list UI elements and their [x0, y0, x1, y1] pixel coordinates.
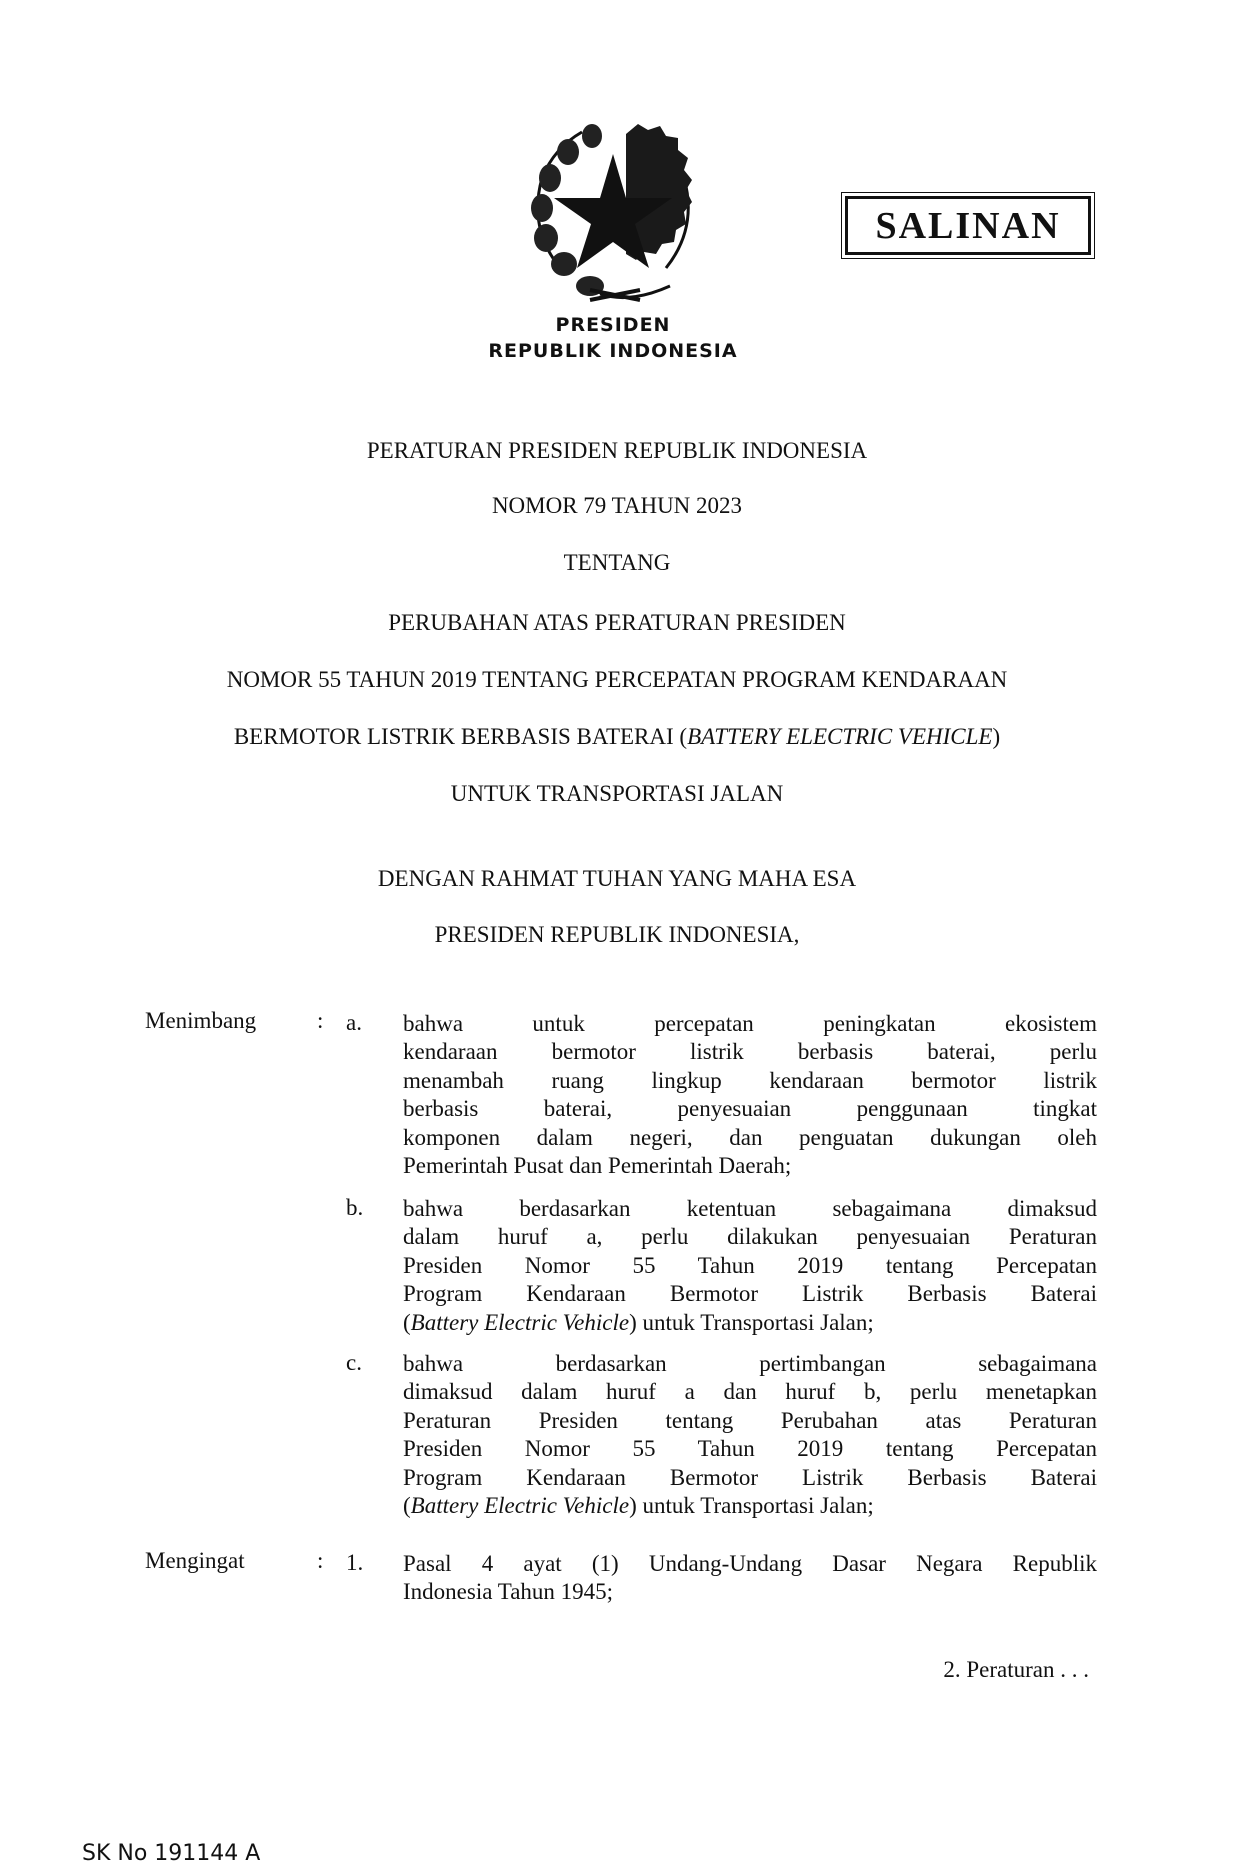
- paragraph-line: dimaksud dalam huruf a dan huruf b, perlu menetapkan: [403, 1379, 1097, 1405]
- paragraph-line: Presiden Nomor 55 Tahun 2019 tentang Percepatan: [403, 1252, 1097, 1278]
- salinan-stamp: SALINAN: [845, 196, 1091, 255]
- paren-open: (: [403, 1493, 411, 1519]
- mengingat-item-1-mark: 1.: [346, 1550, 364, 1575]
- title-line-6-suffix: ): [992, 724, 1001, 749]
- title-line-1: PERATURAN PRESIDEN REPUBLIK INDONESIA: [366, 438, 868, 463]
- paragraph-line: Presiden Nomor 55 Tahun 2019 tentang Percepatan: [403, 1436, 1097, 1462]
- paragraph-line: dalam huruf a, perlu dilakukan penyesuaian Peraturan: [403, 1224, 1097, 1250]
- paragraph-line: komponen dalam negeri, dan penguatan dukungan oleh: [403, 1124, 1097, 1150]
- next-page-catchword: 2. Peraturan . . .: [943, 1657, 1089, 1682]
- title-line-4: PERUBAHAN ATAS PERATURAN PRESIDEN: [388, 610, 846, 635]
- invocation-line-2: PRESIDEN REPUBLIK INDONESIA,: [434, 922, 800, 947]
- mengingat-item-1-text: [403, 1550, 1097, 1607]
- title-line-2: NOMOR 79 TAHUN 2023: [491, 493, 743, 518]
- paragraph-line: berbasis baterai, penyesuaian penggunaan tingkat: [403, 1096, 1097, 1122]
- paragraph-line: Program Kendaraan Bermotor Listrik Berbasis Baterai: [403, 1281, 1097, 1307]
- italic-term: Battery Electric Vehicle: [410, 1493, 630, 1519]
- italic-term: Battery Electric Vehicle: [410, 1309, 630, 1335]
- title-line-7: UNTUK TRANSPORTASI JALAN: [450, 781, 784, 806]
- emblem-caption-line2: REPUBLIK INDONESIA: [488, 340, 738, 362]
- paren-close: ) untuk Transportasi Jalan;: [629, 1493, 874, 1519]
- emblem-caption: [440, 312, 786, 364]
- paragraph-line: Pemerintah Pusat dan Pemerintah Daerah;: [403, 1153, 792, 1179]
- paragraph-line: Program Kendaraan Bermotor Listrik Berbasis Baterai: [403, 1464, 1097, 1490]
- menimbang-item-b-mark: b.: [346, 1195, 364, 1220]
- presidential-emblem-icon: [520, 118, 706, 308]
- sk-number: SK No 191144 A: [82, 1841, 261, 1866]
- mengingat-colon: :: [317, 1548, 324, 1573]
- menimbang-item-a-mark: a.: [346, 1010, 362, 1035]
- title-line-6-italic: BATTERY ELECTRIC VEHICLE: [687, 724, 993, 749]
- paragraph-line: [403, 1309, 1097, 1337]
- paragraph-line: Peraturan Presiden tentang Perubahan atas Peraturan: [403, 1407, 1097, 1433]
- title-line-6: [0, 724, 1234, 750]
- menimbang-label: Menimbang: [145, 1008, 257, 1033]
- menimbang-item-c-text: [403, 1350, 1097, 1520]
- mengingat-label: Mengingat: [145, 1548, 245, 1573]
- menimbang-item-c-mark: c.: [346, 1350, 362, 1375]
- menimbang-item-a-text: [403, 1010, 1097, 1180]
- paragraph-line: Indonesia Tahun 1945;: [403, 1579, 614, 1605]
- menimbang-item-b-text: [403, 1195, 1097, 1337]
- emblem-caption-line1: PRESIDEN: [555, 314, 671, 336]
- paragraph-line: bahwa untuk percepatan peningkatan ekosistem: [403, 1011, 1097, 1036]
- paragraph-line: [403, 1492, 1097, 1520]
- title-line-5: NOMOR 55 TAHUN 2019 TENTANG PERCEPATAN PROGRAM KENDARAAN: [226, 667, 1008, 692]
- paragraph-line: menambah ruang lingkup kendaraan bermotor listrik: [403, 1067, 1097, 1093]
- paragraph-line: Pasal 4 ayat (1) Undang-Undang Dasar Negara Republik: [403, 1551, 1097, 1576]
- title-line-3: TENTANG: [563, 550, 671, 575]
- paragraph-line: bahwa berdasarkan pertimbangan sebagaimana: [403, 1351, 1097, 1376]
- title-line-6-prefix: BERMOTOR LISTRIK BERBASIS BATERAI (: [233, 724, 688, 749]
- paragraph-line: bahwa berdasarkan ketentuan sebagaimana dimaksud: [403, 1196, 1097, 1221]
- menimbang-colon: :: [317, 1008, 324, 1033]
- paren-open: (: [403, 1309, 411, 1335]
- invocation-line-1: DENGAN RAHMAT TUHAN YANG MAHA ESA: [377, 866, 857, 891]
- paragraph-line: kendaraan bermotor listrik berbasis baterai, perlu: [403, 1039, 1097, 1065]
- paren-close: ) untuk Transportasi Jalan;: [629, 1309, 874, 1335]
